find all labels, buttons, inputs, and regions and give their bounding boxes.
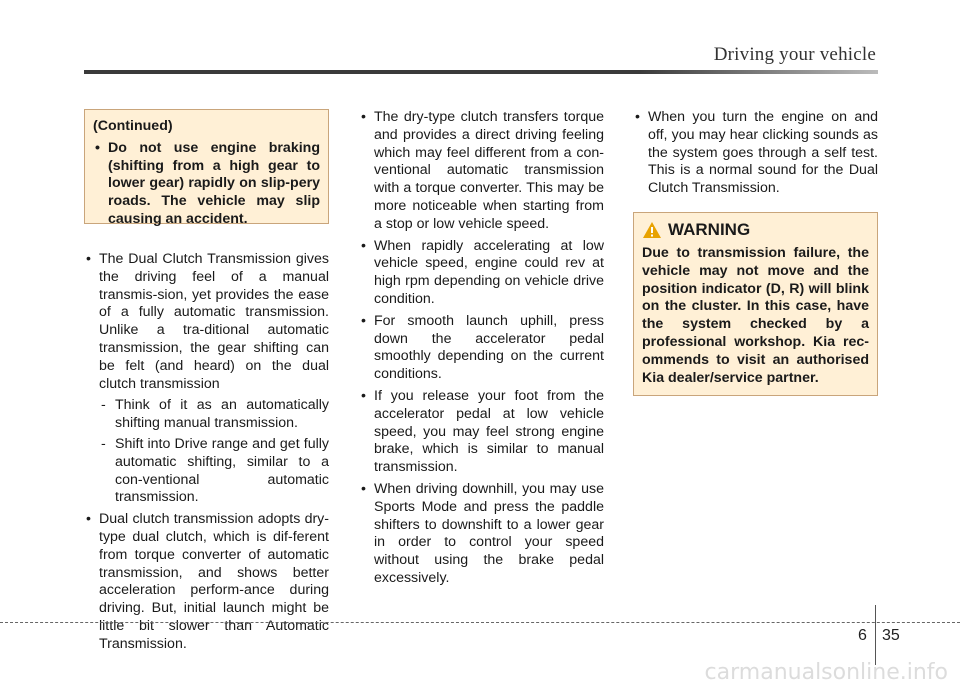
list-item: • If you release your foot from the accelerator pedal at low vehicle speed, you may feel strong engine brake, which is similar to manual transmission. — [359, 388, 604, 477]
warning-triangle-icon — [642, 221, 662, 239]
column-1 — [84, 109, 329, 658]
watermark: carmanualsonline.info — [704, 660, 948, 685]
header-rule — [84, 70, 878, 74]
column-3 — [633, 109, 878, 396]
caution-list — [93, 140, 320, 229]
section-title: Driving your vehicle — [713, 44, 876, 65]
sub-list — [99, 397, 329, 507]
sub-item-text: Shift into Drive range and get fully automatic shifting, similar to a con-ventional automatic transmission. — [115, 435, 329, 506]
column-2 — [359, 109, 604, 592]
caution-item: • Do not use engine braking (shifting from a high gear to lower gear) rapidly on slip-pery roads. The vehicle may slip causing an accident. — [93, 140, 320, 229]
warning-box — [633, 212, 878, 396]
list-item: • For smooth launch uphill, press down the accelerator pedal smoothly depending on the current conditions. — [359, 313, 604, 384]
caution-heading: (Continued) — [93, 118, 173, 134]
page-divider — [875, 605, 876, 665]
list-item: • Dual clutch transmission adopts dry-type dual clutch, which is dif-ferent from torque converter of automatic transmission, and shows better acceleration perform-ance during driving. But, initial launch might be little bit slower than Automatic Transmission. — [84, 511, 329, 653]
list-item: • When rapidly accelerating at low vehicle speed, engine could rev at high rpm depending on vehicle drive condition. — [359, 238, 604, 309]
warning-title — [642, 221, 869, 239]
column-1-list — [84, 251, 329, 654]
page-number: 35 — [882, 627, 900, 644]
column-2-list — [359, 109, 604, 588]
sub-list-item: - Shift into Drive range and get fully automatic shifting, similar to a con-ventional automatic transmission. — [101, 435, 329, 506]
list-item: • The dry-type clutch transfers torque and provides a direct driving feeling which may feel different from a con-ventional automatic transmission with a torque converter. This may be more noticeable when starting from a stop or low vehicle speed. — [359, 109, 604, 234]
footer-rule — [0, 622, 960, 623]
sub-item-text: Think of it as an automatically shifting manual transmission. — [115, 397, 329, 432]
warning-text: Due to transmission failure, the vehicle may not move and the position indicator (D, R) will blink on the cluster. In this case, have the system checked by a professional workshop. Kia rec-ommends to visit an authorised Kia dealer/service partner. — [642, 244, 869, 386]
warning-title-text: WARNING — [668, 220, 751, 240]
list-item: • When you turn the engine on and off, you may hear clicking sounds as the system goes through a self test. This is a normal sound for the Dual Clutch Transmission. — [633, 109, 878, 198]
list-item: • When driving downhill, you may use Sports Mode and press the paddle shifters to downshift to a lower gear in order to control your speed without using the brake pedal excessively. — [359, 481, 604, 588]
sub-list-item: - Think of it as an automatically shifting manual transmission. — [101, 397, 329, 432]
chapter-number: 6 — [858, 627, 867, 644]
caution-box — [84, 109, 329, 227]
list-item — [84, 251, 329, 507]
bullet-text: The Dual Clutch Transmission gives the driving feel of a manual transmis-sion, yet provides the ease of a fully automatic transmission. Unlike a tra-ditional automatic transmission, the gear shifting can be felt (and heard) on the dual clutch transmission — [99, 251, 329, 392]
column-3-list — [633, 109, 878, 198]
